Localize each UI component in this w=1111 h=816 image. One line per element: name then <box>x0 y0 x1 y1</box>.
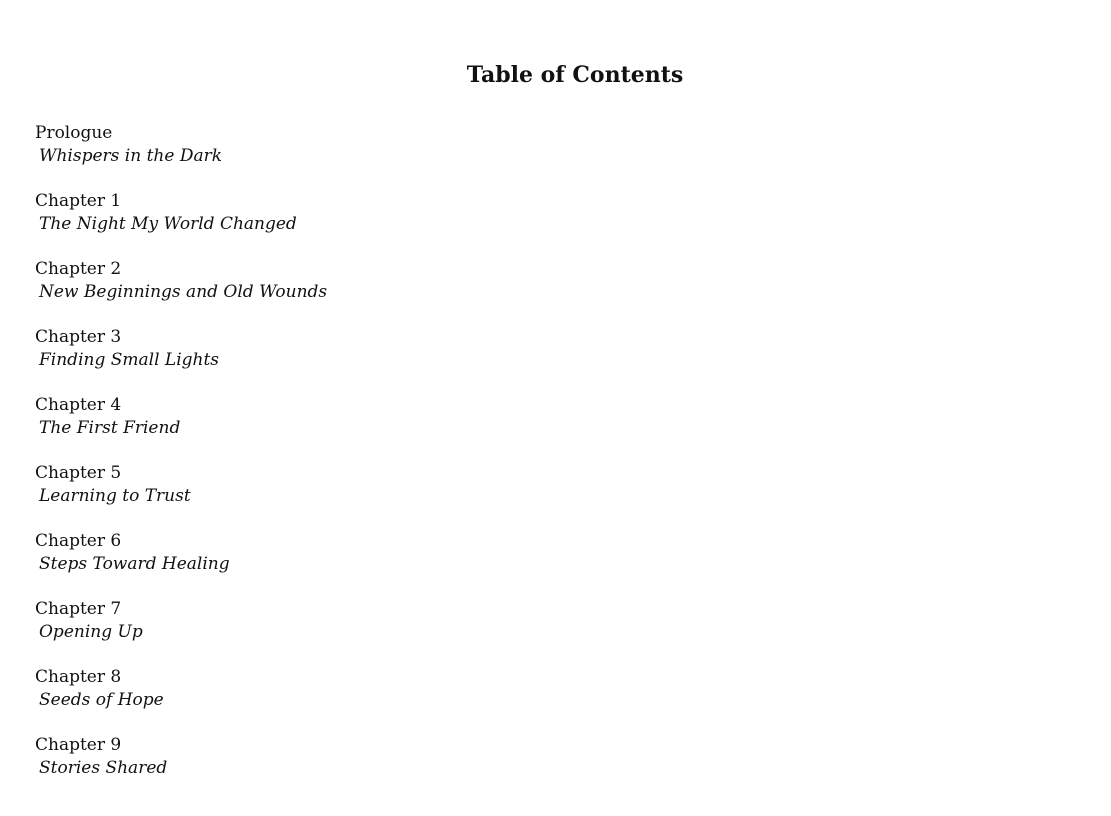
toc-entry-chapter-6 <box>35 530 635 598</box>
page-title: Table of Contents <box>466 62 684 88</box>
toc-entry-chapter-5 <box>35 462 635 530</box>
toc-entry-chapter-3 <box>35 326 635 394</box>
toc-entry-subtitle: The First Friend <box>39 418 181 438</box>
toc-entry-label: Chapter 2 <box>35 259 122 279</box>
toc-entry-chapter-2 <box>35 258 635 326</box>
toc-entry-subtitle: Steps Toward Healing <box>39 554 230 574</box>
toc-entry-subtitle: Stories Shared <box>39 758 168 778</box>
toc-entry-label: Chapter 5 <box>35 463 122 483</box>
toc-entry-label: Chapter 6 <box>35 531 122 551</box>
toc-entry-subtitle: The Night My World Changed <box>39 214 297 234</box>
toc-entry-prologue <box>35 122 635 190</box>
toc-list <box>35 122 635 802</box>
toc-entry-label: Chapter 9 <box>35 735 122 755</box>
toc-entry-label: Chapter 7 <box>35 599 122 619</box>
toc-entry-subtitle: Seeds of Hope <box>39 690 164 710</box>
toc-entry-subtitle: Learning to Trust <box>39 486 191 506</box>
toc-entry-chapter-4 <box>35 394 635 462</box>
toc-entry-label: Chapter 1 <box>35 191 122 211</box>
toc-entry-subtitle: New Beginnings and Old Wounds <box>39 282 328 302</box>
toc-entry-subtitle: Finding Small Lights <box>39 350 220 370</box>
toc-entry-label: Chapter 8 <box>35 667 122 687</box>
toc-entry-label: Chapter 3 <box>35 327 122 347</box>
toc-entry-label: Prologue <box>35 123 113 143</box>
toc-entry-chapter-1 <box>35 190 635 258</box>
toc-entry-chapter-9 <box>35 734 635 802</box>
toc-entry-label: Chapter 4 <box>35 395 122 415</box>
toc-entry-subtitle: Whispers in the Dark <box>39 146 223 166</box>
toc-entry-chapter-7 <box>35 598 635 666</box>
toc-entry-chapter-8 <box>35 666 635 734</box>
toc-entry-subtitle: Opening Up <box>39 622 143 642</box>
